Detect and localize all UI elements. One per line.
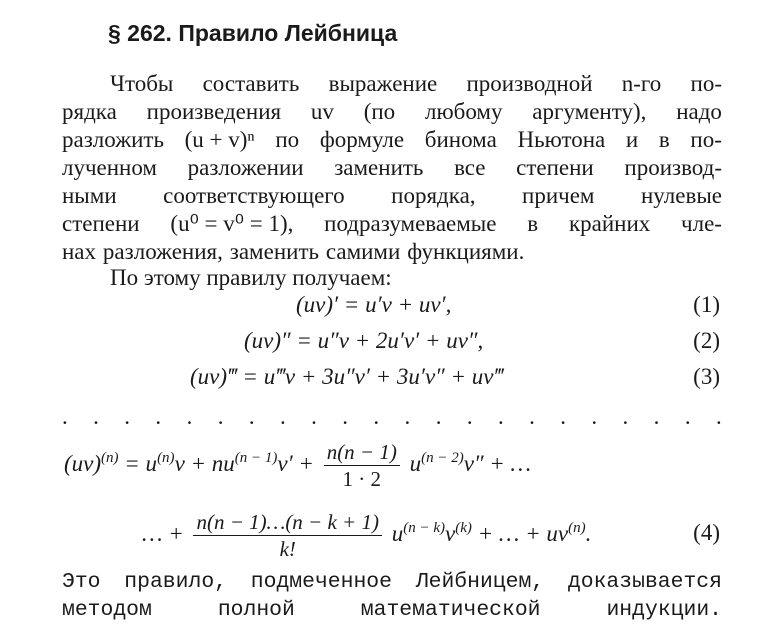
word: Лейбницем,: [415, 570, 545, 594]
text-line: [62, 238, 722, 266]
word: соответствующего: [163, 183, 345, 208]
word: надо: [676, 99, 722, 124]
word: правило,: [124, 570, 227, 594]
dot: .: [342, 404, 349, 429]
word: (u⁰ = v⁰ = 1),: [170, 211, 294, 236]
equation-2: (uv)″ = u″v + 2u′v′ + uv″,: [244, 328, 484, 353]
word: разложения,: [102, 239, 223, 264]
text-line: [62, 210, 722, 238]
word: разложении: [187, 155, 304, 180]
dot: .: [124, 404, 131, 429]
word: методом: [62, 598, 152, 622]
word: выражение: [328, 71, 438, 96]
dot: .: [622, 404, 629, 429]
word: производ-: [624, 155, 722, 180]
dot: .: [715, 404, 722, 429]
word: по-: [690, 127, 722, 152]
dot: .: [311, 404, 317, 429]
equation-4-number: (4): [693, 520, 720, 545]
word: (по: [363, 99, 396, 124]
word: лученном: [62, 155, 157, 180]
binomial-fraction-1: $\frac{n(n - 1)}{1 \cdot 2}$: [324, 440, 400, 491]
word: и: [625, 127, 639, 152]
closing-paragraph: [62, 568, 722, 624]
word: формуле: [319, 127, 405, 152]
text-line: [62, 98, 722, 126]
word: степени: [62, 211, 140, 236]
text-line: [62, 182, 722, 210]
dot: .: [217, 404, 224, 429]
word: нулевые: [640, 183, 722, 208]
word: чле-: [681, 211, 722, 236]
dot: .: [591, 404, 598, 429]
equation-3-number: (3): [693, 364, 720, 389]
word: степени: [516, 155, 594, 180]
text-line: [62, 596, 722, 624]
word: Ньютона: [517, 127, 606, 152]
equation-3: (uv)‴ = u‴v + 3u″v′ + 3u′v″ + uv‴: [190, 364, 504, 389]
word: в: [527, 211, 539, 236]
dot: .: [93, 404, 99, 429]
binomial-fraction-k: $\frac{n(n - 1)\dots(n - k + 1)}{k!}$: [193, 510, 381, 561]
text-line: [62, 568, 722, 596]
text-line: [62, 126, 722, 154]
ellipsis-dots-row: [62, 404, 722, 430]
dot: .: [466, 404, 473, 429]
dot: .: [435, 404, 442, 429]
word: ными: [62, 183, 117, 208]
word: любому: [425, 99, 503, 124]
section-heading: § 262. Правило Лейбница: [108, 20, 398, 46]
word: полной: [217, 598, 295, 622]
text-line: [62, 70, 722, 98]
word: заменить: [334, 155, 424, 180]
word: по: [275, 127, 300, 152]
general-formula-line-2: … + $\frac{n(n - 1)\dots(n - k + 1)}{k!}$ $u^{(n - k)}v^{(k)}$ + … + $uv^{(n)}$.: [142, 510, 592, 561]
word: рядка: [62, 99, 117, 124]
word: подмеченное: [250, 570, 392, 594]
intro-paragraph: [62, 70, 722, 266]
rule-line: По этому правилу получаем:: [110, 265, 392, 290]
word: в: [658, 127, 670, 152]
dot: .: [653, 404, 660, 429]
dot: .: [373, 404, 380, 429]
word: Это: [62, 570, 101, 594]
word: индукции.: [606, 598, 722, 622]
dot: .: [155, 404, 162, 429]
word: заменить: [229, 239, 319, 264]
word: функциями.: [407, 239, 525, 264]
word: составить: [202, 71, 300, 96]
equation-1: (uv)′ = u′v + uv′,: [296, 292, 452, 317]
word: uv: [310, 99, 334, 124]
general-formula-line-1: $(uv)^{(n)} = u^{(n)}v + nu^{(n - 1)}v'$ + $\frac{n(n - 1)}{1 \cdot 2}$ $u^{(n - 2)}v''$ + …: [64, 440, 531, 491]
dot: .: [186, 404, 193, 429]
word: математической: [360, 598, 541, 622]
word: аргументу),: [532, 99, 647, 124]
word: n-го: [621, 71, 662, 96]
word: самими: [325, 239, 401, 264]
word: нах: [62, 239, 97, 264]
word: произведения: [146, 99, 282, 124]
word: по-: [690, 71, 722, 96]
dot: .: [248, 404, 255, 429]
word: (u + v)ⁿ: [184, 127, 255, 152]
word: крайних: [568, 211, 651, 236]
equation-2-number: (2): [693, 328, 720, 353]
dot: .: [62, 404, 68, 429]
word: порядка,: [391, 183, 476, 208]
dot: .: [560, 404, 566, 429]
word: Чтобы: [110, 71, 174, 96]
word: разложить: [62, 127, 164, 152]
rule-intro: [62, 264, 722, 292]
equation-1-number: (1): [693, 292, 720, 317]
word: подразумеваемые: [324, 211, 497, 236]
dot: .: [684, 404, 691, 429]
dot: .: [404, 404, 411, 429]
word: причем: [522, 183, 595, 208]
word: бинома: [424, 127, 497, 152]
text-line: [62, 154, 722, 182]
word: доказывается: [567, 570, 722, 594]
dot: .: [279, 404, 286, 429]
word: производной: [466, 71, 593, 96]
dot: .: [497, 404, 504, 429]
word: все: [454, 155, 486, 180]
dot: .: [529, 404, 535, 429]
